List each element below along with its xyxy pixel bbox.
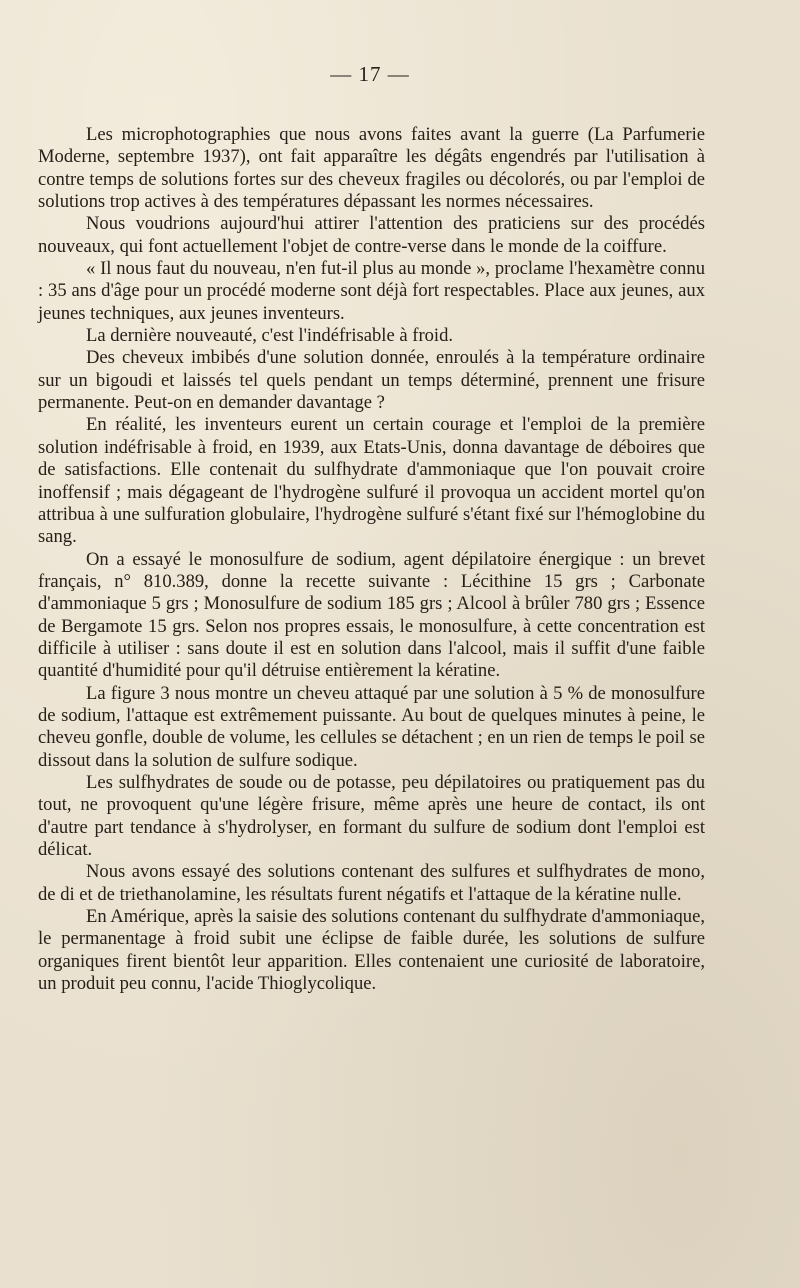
paragraph-derniere-nouveaute: La dernière nouveauté, c'est l'indéfrisable à froid.: [86, 325, 454, 347]
paragraph-sulfhydrates: Les sulfhydrates de soude ou de potasse, peu dépilatoires ou pratiquement pas du tout, ne provoquent qu'une légère frisure, même après une heure de contact, ils ont d'autre part tendance à s'hydrolyser, en formant du sulfure de sodium dont l'emploi est délicat.: [38, 771, 705, 860]
paragraph-en-realite: En réalité, les inventeurs eurent un certain courage et l'emploi de la première solution indéfrisable à froid, en 1939, aux Etats-Unis, donna davantage de déboires que de satisfactions. Elle contenait du sulfhydrate d'ammoniaque que l'on pouvait croire inoffensif ; mais dégageant de l'hydrogène sulfuré il provoqua un accident mortel qu'on attribua à une sulfuration globulaire, l'hydrogène sulfuré s'étant fixé sur l'hémoglobine du sang.: [38, 414, 705, 548]
paragraph-triethanolamine: Nous avons essayé des solutions contenant des sulfures et sulfhydrates de mono, de di et de triethanolamine, les résultats furent négatifs et l'attaque de la kératine nulle.: [38, 861, 705, 905]
paragraph-figure-3: La figure 3 nous montre un cheveu attaqué par une solution à 5 % de monosulfure de sodium, l'attaque est extrêmement puissante. Au bout de quelques minutes à peine, le cheveu gonfle, double de volume, les cellules se détachent ; en un rien de temps le poil se dissout dans la solution de sulfure sodique.: [38, 682, 705, 771]
paragraph-hexametre: « Il nous faut du nouveau, n'en fut-il plus au monde », proclame l'hexamètre connu : 35 ans d'âge pour un procédé moderne sont déjà fort respectables. Place aux jeunes, aux jeunes techniques, aux jeunes inventeurs.: [38, 258, 705, 324]
paragraph-microphotographies: Les microphotographies que nous avons faites avant la guerre (La Parfumerie Moderne, septembre 1937), ont fait apparaître les dégâts engendrés par l'utilisation à contre temps de solutions fortes sur des cheveux fragiles ou décolorés, ou par l'emploi de solutions trop actives à des températures dépassant les normes nécessaires.: [38, 124, 705, 213]
body-text: [38, 124, 705, 995]
paragraph-procedes-nouveaux: Nous voudrions aujourd'hui attirer l'attention des praticiens sur des procédés nouveaux, qui font actuellement l'objet de contre-verse dans le monde de la coiffure.: [38, 213, 705, 257]
page-number: — 17 —: [330, 62, 410, 86]
paragraph-en-amerique: En Amérique, après la saisie des solutions contenant du sulfhydrate d'ammoniaque, le permanentage à froid subit une éclipse de faible durée, les solutions de sulfure organiques firent bientôt leur apparition. Elles contenaient une curiosité de laboratoire, un produit peu connu, l'acide Thioglycolique.: [38, 906, 705, 995]
paragraph-monosulfure: On a essayé le monosulfure de sodium, agent dépilatoire énergique : un brevet français, n° 810.389, donne la recette suivante : Lécithine 15 grs ; Carbonate d'ammoniaque 5 grs ; Monosulfure de sodium 185 grs ; Alcool à brûler 780 grs ; Essence de Bergamote 15 grs. Selon nos propres essais, le monosulfure, à cette concentration est difficile à utiliser : sans doute il est en solution dans l'alcool, mais il suffit d'une faible quantité d'humidité pour qu'il détruise entièrement la kératine.: [38, 548, 705, 682]
paragraph-cheveux-imbibes: Des cheveux imbibés d'une solution donnée, enroulés à la température ordinaire sur un bigoudi et laissés tel quels pendant un temps déterminé, prennent une frisure permanente. Peut-on en demander davantage ?: [38, 347, 705, 414]
